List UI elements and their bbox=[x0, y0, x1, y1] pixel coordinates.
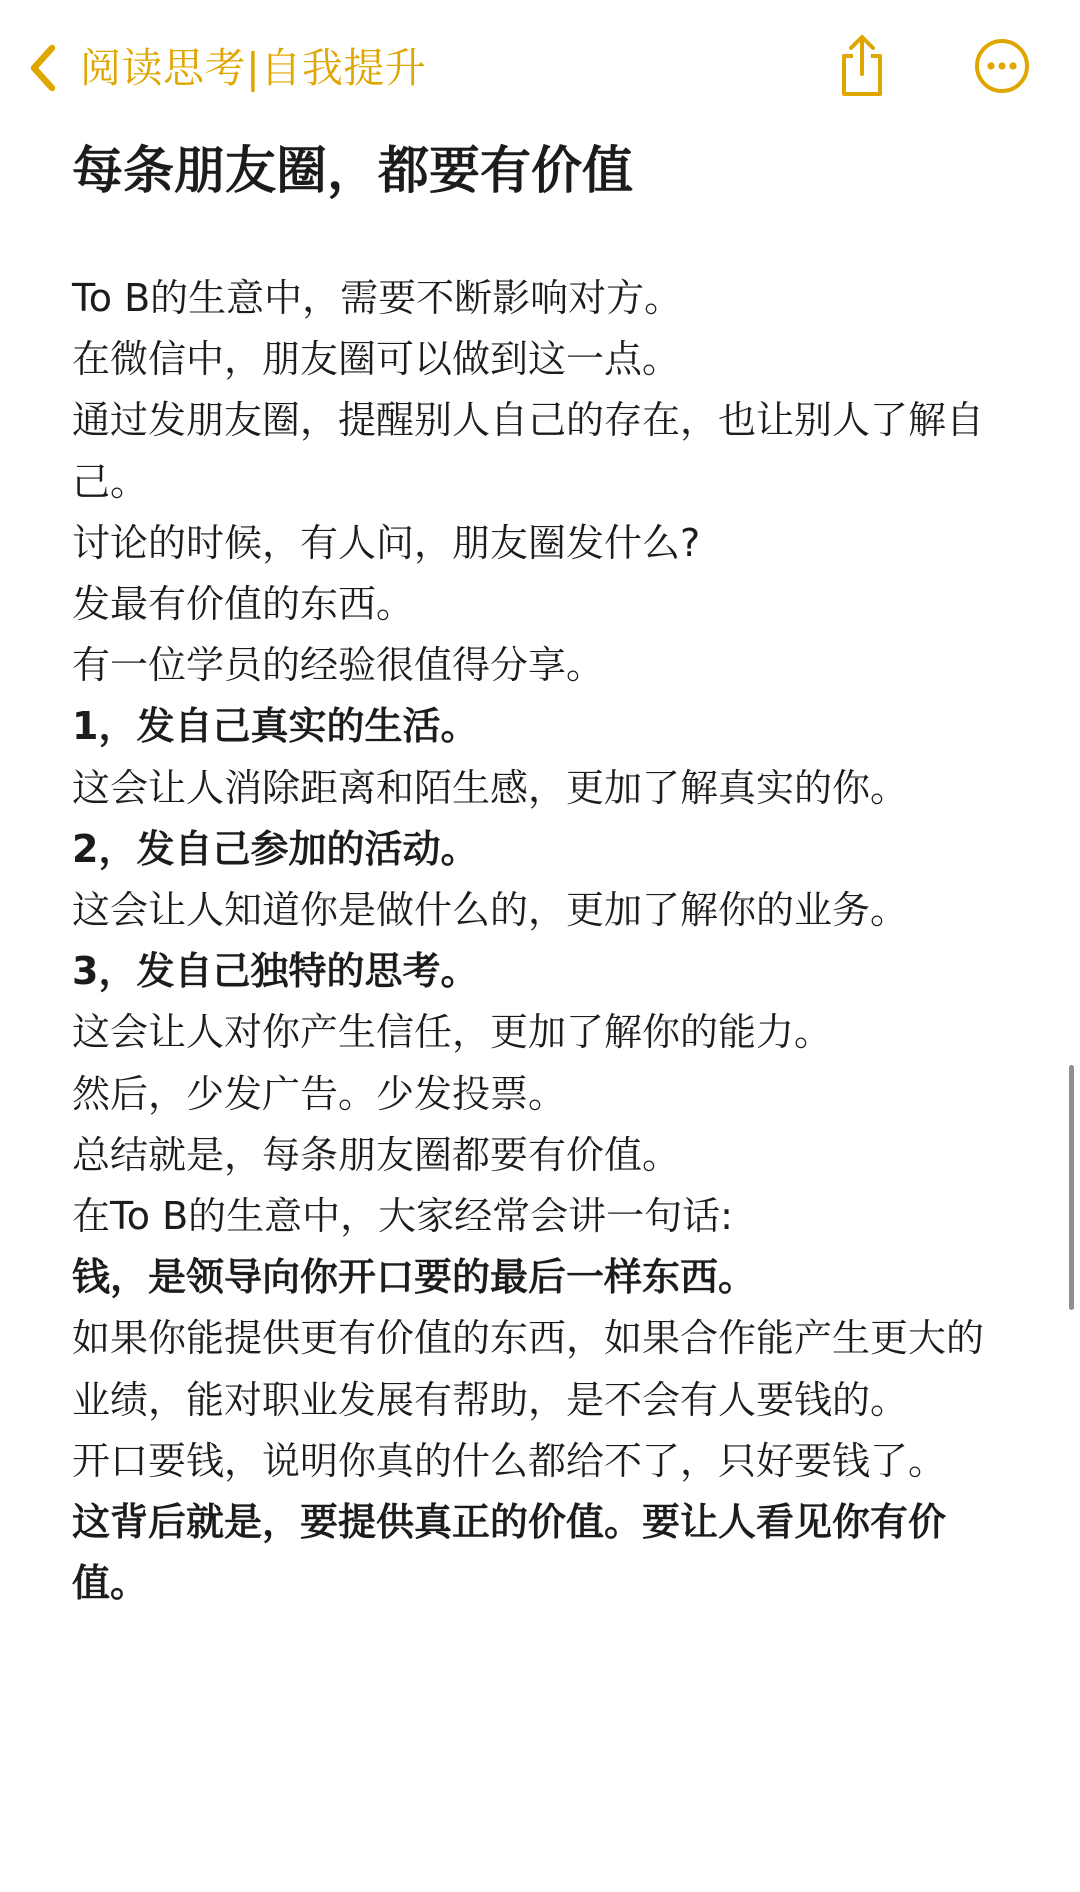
note-title: 每条朋友圈，都要有价值 bbox=[72, 142, 634, 201]
note-text-line: 总结就是，每条朋友圈都要有价值。 bbox=[72, 1132, 681, 1177]
note-text-line: 在To B的生意中，大家经常会讲一句话: bbox=[72, 1194, 733, 1239]
note-heading-line: 钱，是领导向你开口要的最后一样东西。 bbox=[72, 1255, 757, 1300]
note-heading-line: 1，发自己真实的生活。 bbox=[72, 704, 479, 749]
note-text-line: 这会让人消除距离和陌生感，更加了解真实的你。 bbox=[72, 765, 909, 810]
back-label: 阅读思考|自我提升 bbox=[80, 44, 427, 92]
note-text-line: 这会让人知道你是做什么的，更加了解你的业务。 bbox=[72, 888, 909, 933]
note-text-line: 通过发朋友圈，提醒别人自己的存在，也让别人了解自己。 bbox=[72, 398, 985, 504]
back-button[interactable] bbox=[28, 40, 426, 96]
note-text-line: To B的生意中，需要不断影响对方。 bbox=[72, 276, 683, 320]
note-content[interactable] bbox=[72, 132, 1002, 1614]
note-text-line: 然后，少发广告。少发投票。 bbox=[72, 1071, 567, 1116]
share-button[interactable] bbox=[832, 36, 892, 100]
more-icon bbox=[973, 37, 1031, 99]
share-icon bbox=[836, 34, 888, 102]
note-text-line: 这会让人对你产生信任，更加了解你的能力。 bbox=[72, 1010, 833, 1055]
navigation-bar bbox=[0, 0, 1080, 140]
note-heading-line: 3，发自己独特的思考。 bbox=[72, 949, 479, 994]
note-text-line: 如果你能提供更有价值的东西，如果合作能产生更大的业绩，能对职业发展有帮助，是不会有人要钱的。 bbox=[72, 1316, 985, 1422]
note-heading-line: 这背后就是，要提供真正的价值。要让人看见你有价值。 bbox=[72, 1500, 947, 1606]
note-heading-line: 2，发自己参加的活动。 bbox=[72, 826, 479, 871]
scroll-indicator[interactable] bbox=[1069, 1065, 1074, 1310]
note-text-line: 讨论的时候，有人问，朋友圈发什么? bbox=[72, 520, 701, 565]
chevron-left-icon bbox=[28, 40, 58, 96]
note-text-line: 有一位学员的经验很值得分享。 bbox=[72, 643, 605, 688]
more-button[interactable] bbox=[972, 36, 1032, 100]
note-text-line: 发最有价值的东西。 bbox=[72, 582, 415, 627]
note-text-line: 开口要钱，说明你真的什么都给不了，只好要钱了。 bbox=[72, 1438, 947, 1483]
note-text-line: 在微信中，朋友圈可以做到这一点。 bbox=[72, 337, 681, 382]
note-body bbox=[72, 268, 1002, 1614]
